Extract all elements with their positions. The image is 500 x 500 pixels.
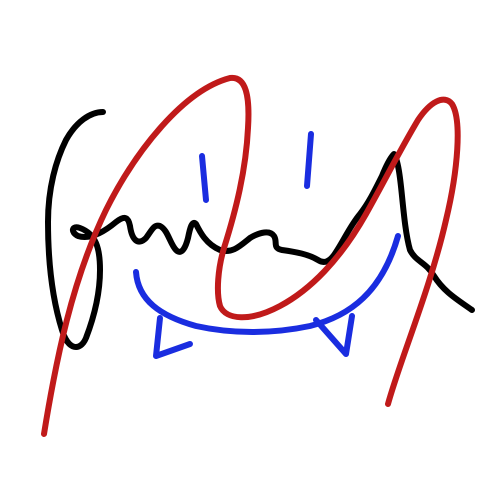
blue-right-fang [316,316,352,354]
blue-right-tick [307,134,311,186]
red-left-loop [44,78,458,434]
blue-left-tick [202,156,206,200]
